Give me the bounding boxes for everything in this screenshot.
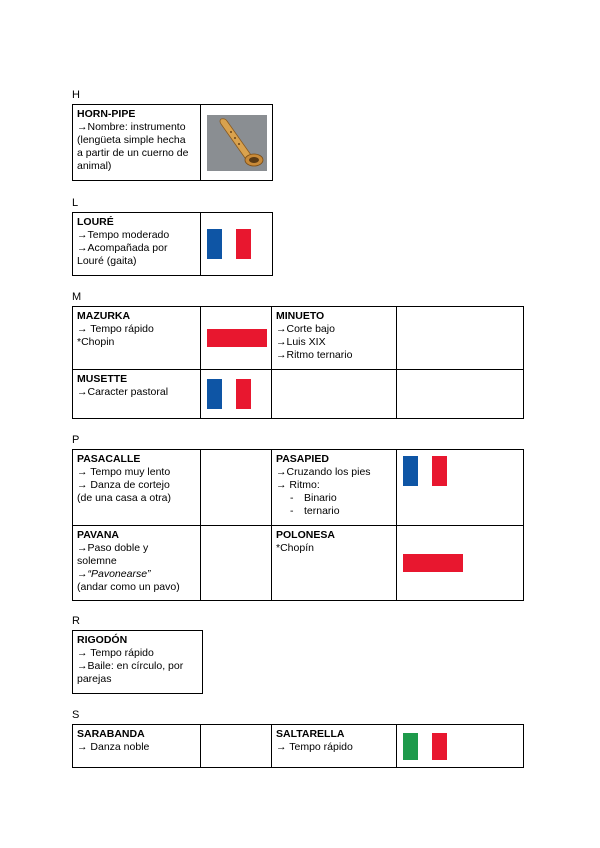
loure-term: LOURÉ [77,216,114,228]
loure-line: Louré (gaita) [77,255,137,267]
entry-table-l [72,212,273,276]
pasapied-flag-cell [397,450,524,526]
pasacalle-line: → Tempo muy lento [77,466,171,478]
empty-cell [397,370,524,419]
polonesa-line: *Chopín [276,542,314,554]
minueto-line: →Corte bajo [276,323,335,335]
hornpipe-line: animal) [77,160,112,172]
hornpipe-cell [73,105,201,181]
entry-table-m [72,306,524,419]
musette-line: →Caracter pastoral [77,386,169,398]
saltarella-line: → Tempo rápido [276,741,353,753]
saltarella-cell [272,725,397,768]
loure-line: →Acompañada por [77,242,168,254]
polonesa-cell [272,526,397,601]
hornpipe-line: (lengüeta simple hecha [77,134,186,146]
pasapied-rhythm-list [276,492,392,518]
hornpipe-line: a partir de un cuerno de [77,147,189,159]
horn-pipe-image [207,115,267,171]
minueto-line: →Ritmo ternario [276,349,353,361]
entry-table-h [72,104,273,181]
hornpipe-term: HORN-PIPE [77,108,136,120]
section-letter-s: S [72,709,80,721]
sarabanda-term: SARABANDA [77,728,145,740]
musette-flag-cell [201,370,272,419]
sarabanda-cell [73,725,201,768]
france-flag-icon [403,456,447,486]
mazurka-term: MAZURKA [77,310,131,322]
polonesa-flag-cell [397,526,524,601]
pavana-term: PAVANA [77,529,119,541]
loure-cell [73,213,201,276]
section-letter-l: L [72,197,79,209]
pasacalle-term: PASACALLE [77,453,141,465]
loure-line: →Tempo moderado [77,229,170,241]
poland-flag-icon [403,554,463,572]
minueto-term: MINUETO [276,310,325,322]
rigodon-cell [73,631,203,694]
mazurka-cell [73,307,201,370]
section-letter-p: P [72,434,80,446]
pasacalle-line: (de una casa a otra) [77,492,171,504]
polonesa-term: POLONESA [276,529,335,541]
section-letter-r: R [72,615,80,627]
hornpipe-image-cell [201,105,273,181]
empty-cell [201,450,272,526]
minueto-line: →Luis XIX [276,336,326,348]
pasapied-line: → Ritmo: [276,479,320,491]
saltarella-term: SALTARELLA [276,728,345,740]
rigodon-line: → Tempo rápido [77,647,154,659]
pasapied-line: →Cruzando los pies [276,466,371,478]
hornpipe-line: →Nombre: instrumento [77,121,186,133]
musette-cell [73,370,201,419]
entry-table-r [72,630,203,694]
pavana-cell [73,526,201,601]
empty-cell [201,526,272,601]
mazurka-flag-cell [201,307,272,370]
empty-cell [272,370,397,419]
entry-table-s [72,724,524,768]
pasacalle-cell [73,450,201,526]
pavana-line: →“Pavonearse” [77,568,151,580]
pavana-line: (andar como un pavo) [77,581,180,593]
musette-term: MUSETTE [77,373,128,385]
pavana-line: →Paso doble y [77,542,149,554]
sarabanda-line: → Danza noble [77,741,150,753]
empty-cell [397,307,524,370]
section-letter-h: H [72,89,80,101]
italy-flag-icon [403,733,447,760]
list-item: - ternario [290,505,340,517]
pasacalle-line: → Danza de cortejo [77,479,170,491]
empty-cell [201,725,272,768]
mazurka-line: *Chopin [77,336,115,348]
minueto-cell [272,307,397,370]
loure-flag-cell [201,213,273,276]
france-flag-icon [207,229,251,259]
rigodon-line: →Baile: en círculo, por [77,660,184,672]
section-letter-m: M [72,291,82,303]
pavana-line: solemne [77,555,117,567]
list-item: - Binario [290,492,337,504]
mazurka-line: → Tempo rápido [77,323,154,335]
rigodon-term: RIGODÓN [77,634,128,646]
pasapied-term: PASAPIED [276,453,329,465]
france-flag-icon [207,379,251,409]
rigodon-line: parejas [77,673,112,685]
poland-flag-icon [207,329,267,347]
entry-table-p [72,449,524,601]
saltarella-flag-cell [397,725,524,768]
pasapied-cell [272,450,397,526]
